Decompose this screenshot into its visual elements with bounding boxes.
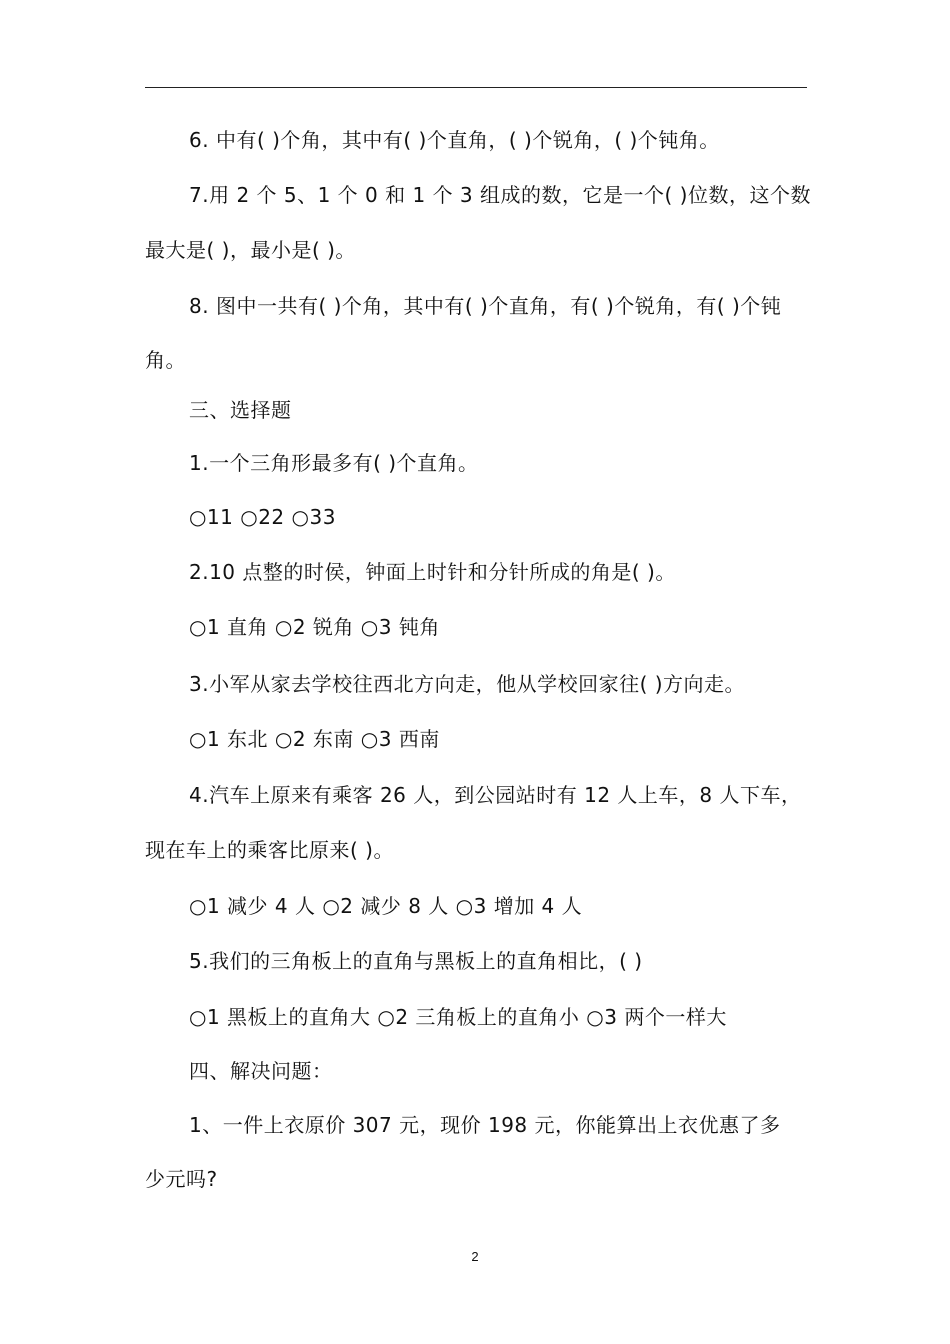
choice-options-3: ○1 东北 ○2 东南 ○3 西南 <box>189 727 440 751</box>
choice-question-5: 5.我们的三角板上的直角与黑板上的直角相比，( ) <box>189 949 643 973</box>
question-8-continuation: 角。 <box>145 348 186 372</box>
choice-question-4: 4.汽车上原来有乘客 26 人，到公园站时有 12 人上车，8 人下车， <box>189 783 802 807</box>
choice-options-2: ○1 直角 ○2 锐角 ○3 钝角 <box>189 615 440 639</box>
section-heading-problems: 四、解决问题： <box>189 1059 333 1083</box>
choice-question-2: 2.10 点整的时侯，钟面上时针和分针所成的角是( )。 <box>189 560 676 584</box>
question-7-text: 7.用 2 个 5、1 个 0 和 1 个 3 组成的数，它是一个( )位数，这个数 <box>189 183 811 207</box>
choice-question-3: 3.小军从家去学校往西北方向走，他从学校回家往( )方向走。 <box>189 672 746 696</box>
page-number: 2 <box>471 1249 479 1264</box>
question-6-text: 6. 中有( )个角，其中有( )个直角，( )个锐角，( )个钝角。 <box>189 128 720 152</box>
question-7-continuation: 最大是( )，最小是( )。 <box>145 238 356 262</box>
problem-1-continuation: 少元吗? <box>145 1167 218 1191</box>
choice-options-4: ○1 减少 4 人 ○2 减少 8 人 ○3 增加 4 人 <box>189 894 583 918</box>
choice-options-5: ○1 黑板上的直角大 ○2 三角板上的直角小 ○3 两个一样大 <box>189 1005 727 1029</box>
choice-question-1: 1.一个三角形最多有( )个直角。 <box>189 451 479 475</box>
header-rule <box>145 87 807 88</box>
problem-1-text: 1、一件上衣原价 307 元，现价 198 元，你能算出上衣优惠了多 <box>189 1113 781 1137</box>
section-heading-choice: 三、选择题 <box>189 398 292 422</box>
question-8-text: 8. 图中一共有( )个角，其中有( )个直角，有( )个锐角，有( )个钝 <box>189 294 782 318</box>
choice-options-1: ○11 ○22 ○33 <box>189 505 336 529</box>
choice-question-4-continuation: 现在车上的乘客比原来( )。 <box>145 838 394 862</box>
